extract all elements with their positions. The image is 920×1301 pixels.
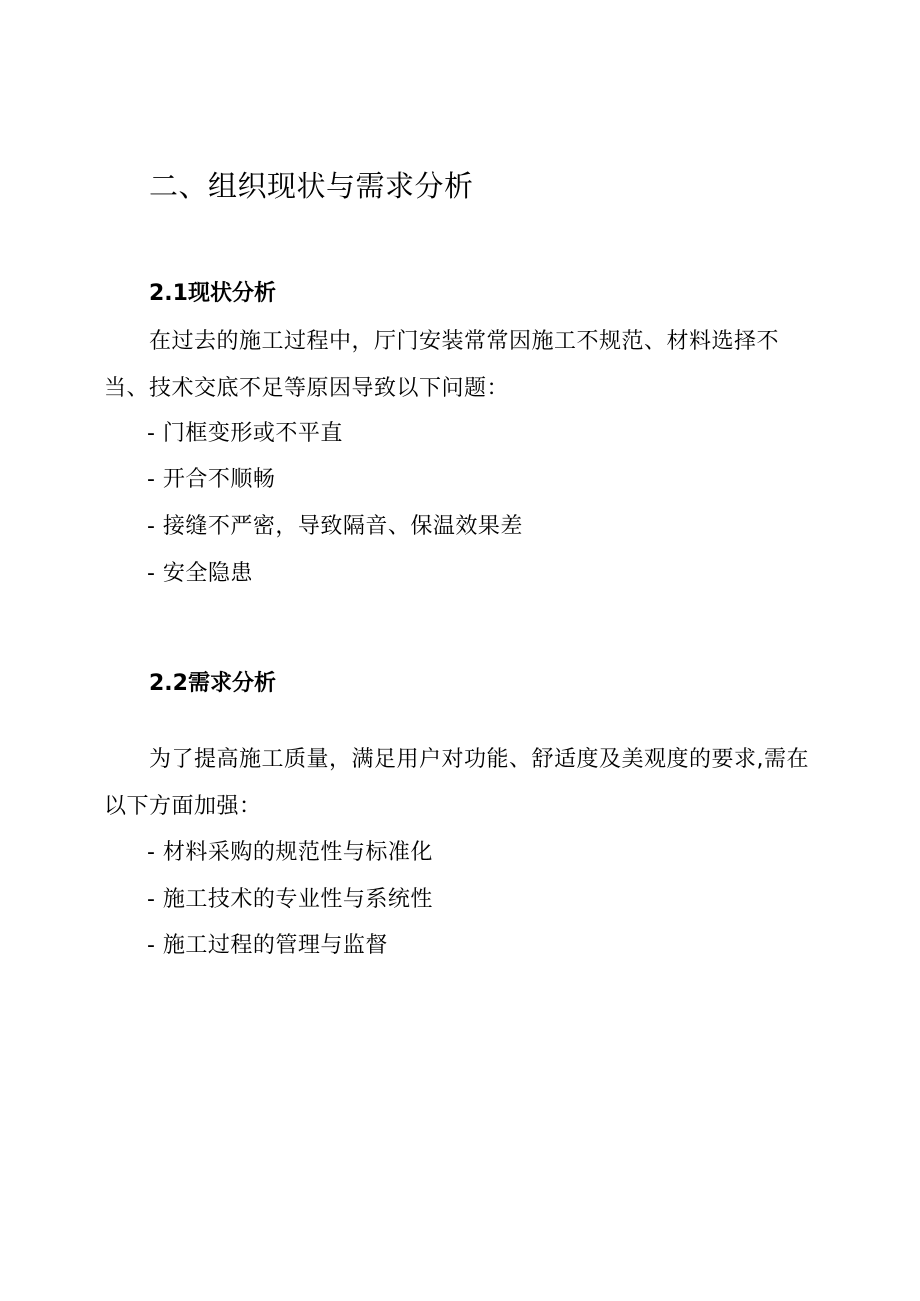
subsection-heading-current: 2.1现状分析 — [149, 281, 276, 306]
subsection-heading-needs: 2.2需求分析 — [149, 671, 276, 696]
current-paragraph: 在过去的施工过程中，厅门安装常常因施工不规范、材料选择不当、技术交底不足等原因导致以下问题： — [104, 329, 780, 401]
needs-paragraph: 为了提高施工质量，满足用户对功能、舒适度及美观度的要求,需在以下方面加强： — [104, 747, 809, 819]
current-list-item: - 接缝不严密，导致隔音、保温效果差 — [147, 514, 523, 539]
current-list-item: - 安全隐患 — [147, 561, 253, 586]
section-heading: 二、组织现状与需求分析 — [149, 169, 474, 203]
needs-list-item: - 施工技术的专业性与系统性 — [147, 887, 433, 912]
current-list-item: - 门框变形或不平直 — [147, 421, 343, 446]
needs-list-item: - 施工过程的管理与监督 — [147, 933, 388, 958]
needs-list-item: - 材料采购的规范性与标准化 — [147, 840, 433, 865]
current-list-item: - 开合不顺畅 — [147, 467, 276, 492]
